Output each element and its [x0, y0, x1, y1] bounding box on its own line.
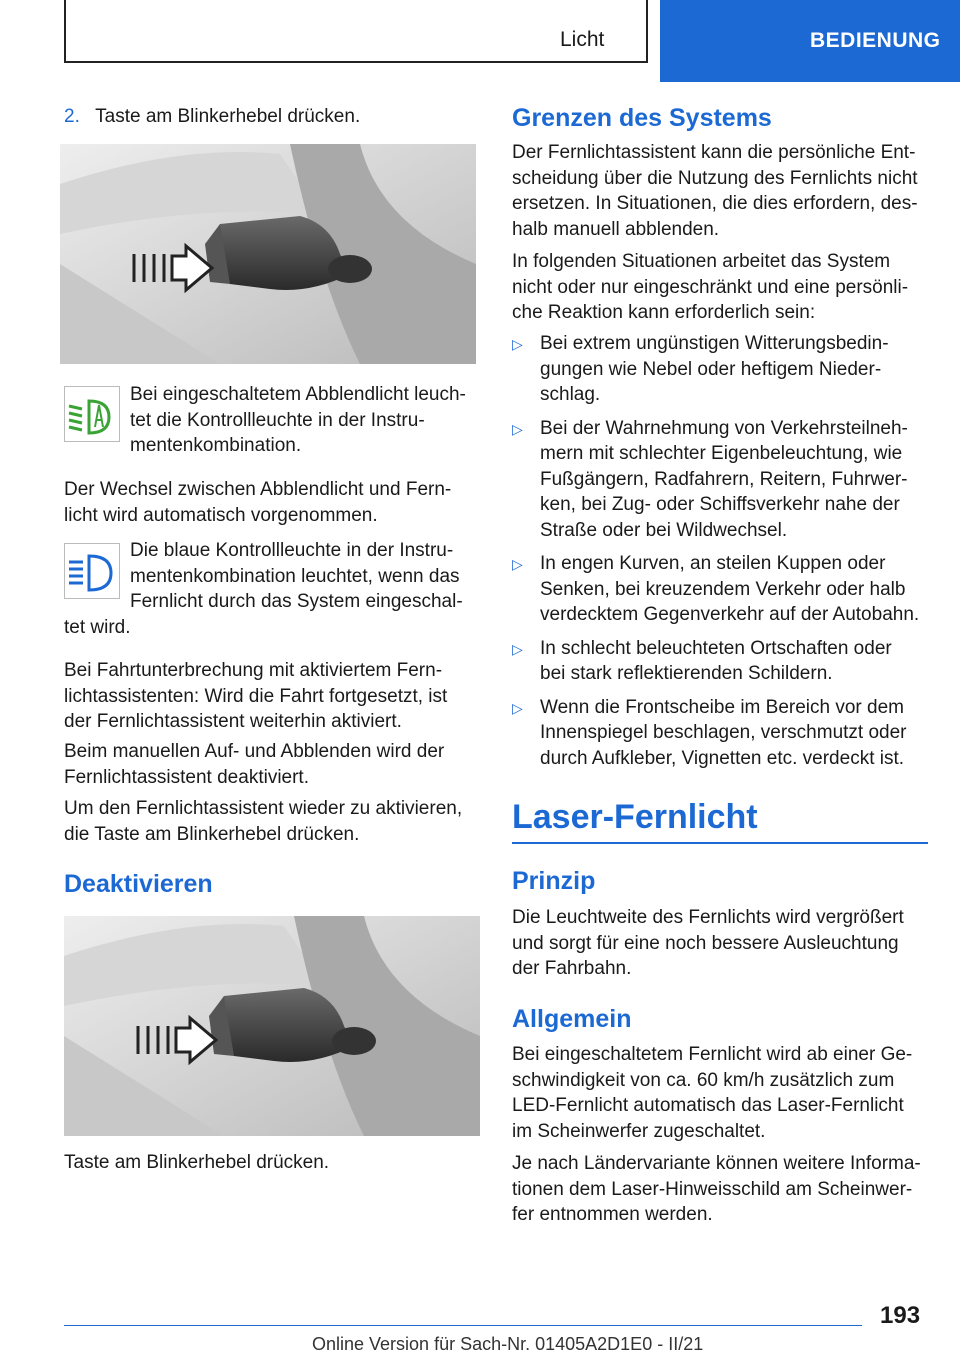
icon2-description [64, 538, 484, 640]
heading-principle: Prinzip [512, 867, 596, 895]
text-line: In folgenden Situationen arbeitet das System [512, 251, 891, 272]
photo-turn-signal-lever-2 [64, 916, 480, 1136]
text-line: ken, bei Zug- oder Schiffsverkehr nahe der [540, 494, 900, 515]
paragraph-general-1 [512, 1042, 932, 1144]
text-line: nicht oder nur eingeschränkt und eine persönli- [512, 276, 909, 298]
text-line: Senken, bei kreuzendem Verkehr oder halb [540, 578, 906, 600]
text-line: tet wird. [64, 616, 131, 638]
text-line: Bei eingeschaltetem Fernlicht wird ab einer Ge- [512, 1044, 913, 1065]
list-item [512, 695, 932, 772]
step-2 [64, 104, 360, 130]
step-text: Taste am Blinkerhebel drücken. [95, 106, 361, 127]
text-line: In engen Kurven, an steilen Kuppen oder [540, 553, 886, 574]
header-section-title: Licht [560, 28, 605, 51]
text-line: Bei der Wahrnehmung von Verkehrsteilneh- [540, 417, 908, 439]
limits-bullet-list [512, 331, 932, 779]
bullet-triangle-icon: ▷ [512, 336, 523, 352]
header-chapter-tab [660, 0, 960, 82]
paragraph-manual-dimming [64, 739, 484, 790]
low-beam-indicator-icon [64, 386, 120, 442]
text-line: Bei Fahrtunterbrechung mit aktiviertem Fern- [64, 660, 443, 681]
text-line: che Reaktion kann erforderlich sein: [512, 302, 816, 323]
list-item [512, 551, 932, 628]
text-line: Die blaue Kontrollleuchte in der Instru- [130, 540, 454, 561]
paragraph-principle [512, 905, 932, 982]
paragraph-limits-2 [512, 249, 932, 326]
list-item [512, 636, 932, 687]
list-item [512, 331, 932, 408]
text-line: durch Aufkleber, Vignetten etc. verdeckt ist. [540, 747, 905, 769]
text-line: und sorgt für eine noch bessere Ausleuchtung [512, 932, 899, 954]
text-line: Der Fernlichtassistent kann die persönliche Ent- [512, 142, 916, 163]
paragraph-general-2 [512, 1151, 932, 1228]
text-line: tet die Kontrollleuchte in der Instru- [130, 409, 425, 431]
text-line: Um den Fernlichtassistent wieder zu aktivieren, [64, 798, 463, 819]
header-chapter-label: BEDIENUNG [810, 29, 941, 52]
text-line: im Scheinwerfer zugeschaltet. [512, 1120, 766, 1142]
text-line: mentenkombination leuchtet, wenn das [130, 565, 460, 587]
text-line: Fußgängern, Radfahrern, Reitern, Fuhrwer- [540, 468, 908, 490]
heading-divider [512, 842, 928, 844]
text-line: mentenkombination. [130, 435, 302, 456]
text-line: lichtassistenten: Wird die Fahrt fortgesetzt, ist [64, 685, 448, 707]
text-line: schwindigkeit von ca. 60 km/h zusätzlich zum [512, 1069, 895, 1091]
photo-turn-signal-lever-1 [60, 144, 476, 364]
text-line: mern mit schlechter Eigenbeleuchtung, wie [540, 443, 903, 464]
text-line: Innenspiegel beschlagen, verschmutzt oder [540, 722, 907, 743]
paragraph-limits-1 [512, 140, 932, 242]
footer-online-version: Online Version für Sach-Nr. 01405A2D1E0 - II/21 [312, 1334, 704, 1354]
text-line: Bei eingeschaltetem Abblendlicht leuch- [130, 384, 466, 405]
bullet-triangle-icon: ▷ [512, 556, 523, 572]
text-line: Wenn die Frontscheibe im Bereich vor dem [540, 696, 904, 718]
text-line: Die Leuchtweite des Fernlichts wird vergrößert [512, 907, 904, 928]
footer-divider [64, 1325, 862, 1326]
text-line: halb manuell abblenden. [512, 218, 720, 240]
text-line: Fernlicht durch das System eingeschal- [130, 591, 463, 612]
paragraph-auto-switch [64, 477, 484, 528]
text-line: licht wird automatisch vorgenommen. [64, 504, 378, 526]
heading-deactivate: Deaktivieren [64, 870, 213, 898]
heading-laser-high-beam: Laser-Fernlicht [512, 798, 758, 836]
text-line: tionen dem Laser-Hinweisschild am Scheinwer- [512, 1178, 913, 1200]
caption-photo-2: Taste am Blinkerhebel drücken. [64, 1152, 330, 1173]
text-line: ersetzen. In Situationen, die dies erfordern, des- [512, 193, 918, 214]
text-line: der Fernlichtassistent weiterhin aktiviert. [64, 711, 402, 732]
text-line: Fernlichtassistent deaktiviert. [64, 766, 309, 788]
icon1-description [130, 382, 480, 459]
step-number: 2. [64, 106, 80, 127]
list-item [512, 416, 932, 544]
bullet-triangle-icon: ▷ [512, 420, 523, 437]
heading-general: Allgemein [512, 1005, 632, 1033]
page-number: 193 [880, 1302, 921, 1329]
text-line: die Taste am Blinkerhebel drücken. [64, 823, 360, 845]
paragraph-interruption [64, 658, 484, 735]
text-line: Je nach Ländervariante können weitere Informa- [512, 1153, 921, 1174]
text-line: In schlecht beleuchteten Ortschaften oder [540, 637, 892, 659]
text-line: verdecktem Gegenverkehr auf der Autobahn. [540, 604, 920, 625]
text-line: Beim manuellen Auf- und Abblenden wird der [64, 741, 445, 762]
bullet-triangle-icon: ▷ [512, 699, 523, 716]
text-line: gungen wie Nebel oder heftigem Nieder- [540, 358, 882, 380]
heading-limits: Grenzen des Systems [512, 104, 772, 132]
bullet-triangle-icon: ▷ [512, 640, 523, 657]
text-line: der Fahrbahn. [512, 958, 632, 979]
text-line: scheidung über die Nutzung des Fernlichts nicht [512, 167, 918, 189]
text-line: schlag. [540, 384, 601, 405]
text-line: Der Wechsel zwischen Abblendlicht und Fern- [64, 479, 452, 500]
text-line: fer entnommen werden. [512, 1204, 713, 1225]
paragraph-reactivate [64, 796, 484, 847]
text-line: Straße oder bei Wildwechsel. [540, 519, 788, 541]
text-line: LED-Fernlicht automatisch das Laser-Fernlicht [512, 1095, 904, 1116]
text-line: bei stark reflektierenden Schildern. [540, 663, 833, 684]
text-line: Bei extrem ungünstigen Witterungsbedin- [540, 333, 889, 354]
